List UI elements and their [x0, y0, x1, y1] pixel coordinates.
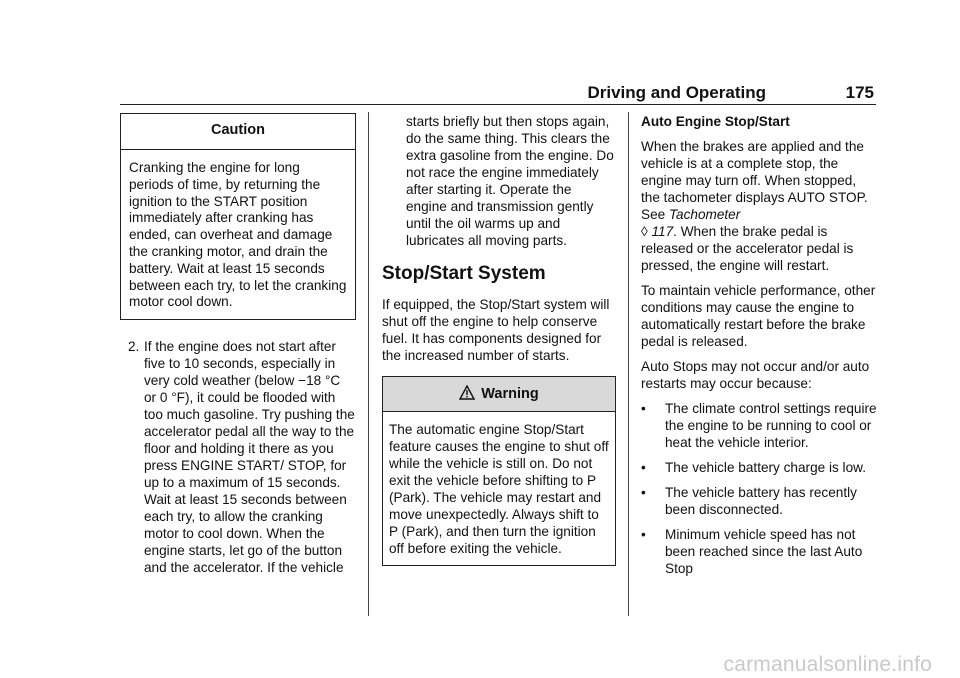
list-item [641, 400, 877, 451]
caution-text: Cranking the engine for long periods of time, by returning the ignition to the START position immediately after cranking has ended, can overheat and damage the cranking motor, and drain the battery. Wait at least 15 seconds between each try, to let the cranking motor cool down. [129, 160, 347, 310]
caution-box [120, 113, 356, 320]
page-reference-number[interactable]: 117 [651, 224, 674, 239]
list-item-text: Minimum vehicle speed has not been reached since the last Auto Stop [665, 527, 863, 576]
list-item-text: The vehicle battery charge is low. [665, 460, 866, 475]
list-item-text: The vehicle battery has recently been disconnected. [665, 485, 857, 517]
column-right [641, 113, 877, 577]
paragraph: To maintain vehicle performance, other conditions may cause the engine to automatically restart before the brake pedal is released. [641, 283, 876, 349]
section-heading: Stop/Start System [382, 263, 546, 284]
warning-box [382, 376, 616, 566]
list-item [641, 526, 877, 577]
column-middle [382, 113, 616, 566]
paragraph: Auto Stops may not occur and/or auto restarts may occur because: [641, 359, 870, 391]
step-item [120, 338, 356, 576]
column-divider [368, 112, 369, 616]
page-number: 175 [845, 83, 874, 102]
page-header [120, 83, 876, 105]
cross-reference-link[interactable]: Tachometer [668, 207, 741, 222]
section-title: Driving and Operating [587, 83, 766, 102]
watermark: carmanualsonline.info [723, 653, 932, 676]
step-continued-text: starts briefly but then stops again, do the same thing. This clears the extra gasoline from the engine. Do not race the engine immediately after starting it. Operate the engine and transmission gently until the oil warms up and lubricates all moving parts. [406, 114, 614, 248]
bullet-icon: • [641, 527, 646, 542]
list-item-text: The climate control settings require the engine to be running to cool or heat the vehicle interior. [665, 401, 877, 450]
step-text: If the engine does not start after five to 10 seconds, especially in very cold weather (below −18 °C or 0 °F), it could be flooded with too much gasoline. Try pushing the accelerator pedal all the way to the floor and holding it there as you press ENGINE START/ STOP, for up to a maximum of 15 seconds. Wait at least 15 seconds between each try, to allow the cranking motor to cool down. When the engine starts, let go of the button and the accelerator. If the vehicle [144, 339, 355, 576]
bullet-icon: • [641, 460, 646, 475]
page-reference-icon: ◊ [641, 224, 648, 239]
header-rule [120, 104, 876, 105]
bullet-icon: • [641, 485, 646, 500]
stop-start-intro: If equipped, the Stop/Start system will shut off the engine to help conserve fuel. It has components designed for the increased number of starts. [382, 297, 610, 363]
column-divider [628, 112, 629, 616]
list-item [641, 459, 877, 476]
paragraph [641, 138, 877, 274]
paragraph-text: . When the brake pedal is released or the accelerator pedal is pressed, the engine will restart. [641, 224, 854, 273]
subsection-heading: Auto Engine Stop/Start [641, 114, 790, 129]
warning-triangle-icon [459, 385, 475, 400]
list-item [641, 484, 877, 518]
warning-header [383, 377, 615, 412]
column-left [120, 113, 356, 576]
paragraph-text: When the brakes are applied and the vehicle is at a complete stop, the engine may turn off. When stopped, the tachometer displays AUTO STOP. See [641, 139, 868, 222]
bullet-icon: • [641, 401, 646, 416]
warning-title: Warning [481, 386, 539, 402]
warning-text: The automatic engine Stop/Start feature causes the engine to shut off while the vehicle is still on. Do not exit the vehicle before shifting to P (Park). The vehicle may restart and move unexpectedly. Always shift to P (Park), and then turn the ignition off before exiting the vehicle. [389, 422, 609, 556]
caution-title: Caution [121, 114, 355, 150]
step-number: 2. [128, 339, 140, 355]
